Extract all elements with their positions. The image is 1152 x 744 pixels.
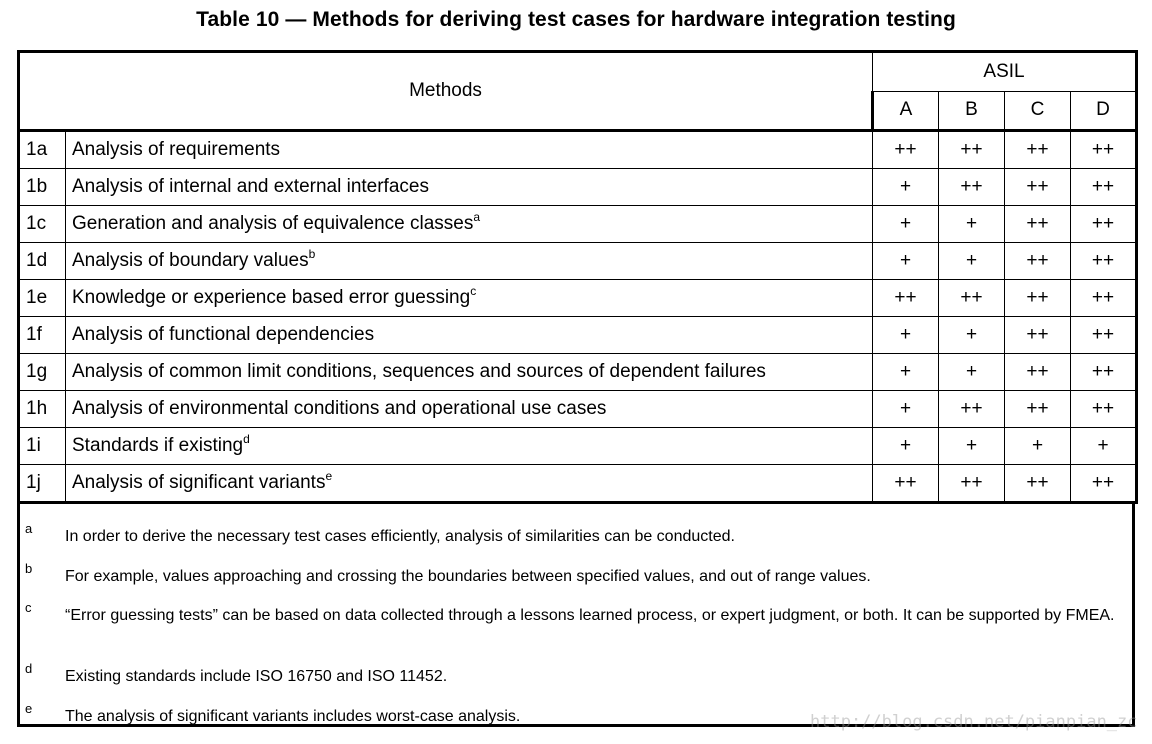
asil-rating: + xyxy=(939,317,1005,354)
row-method xyxy=(66,428,873,465)
method-text: Analysis of functional dependencies xyxy=(72,324,375,345)
footnote-ref: b xyxy=(308,247,316,261)
asil-rating: + xyxy=(873,206,939,243)
row-id: 1c xyxy=(19,206,66,243)
asil-rating: + xyxy=(1071,428,1137,465)
row-method xyxy=(66,243,873,280)
table-row xyxy=(19,428,1137,465)
asil-rating: ++ xyxy=(1071,280,1137,317)
footnote-text: The analysis of significant variants includes worst-case analysis. xyxy=(65,708,521,725)
row-method xyxy=(66,169,873,206)
asil-rating: ++ xyxy=(1071,317,1137,354)
asil-rating: + xyxy=(873,317,939,354)
row-id: 1f xyxy=(19,317,66,354)
asil-rating: ++ xyxy=(1005,280,1071,317)
table-row xyxy=(19,131,1137,169)
footnote-a xyxy=(25,521,1126,548)
row-method xyxy=(66,317,873,354)
table-title: Table 10 — Methods for deriving test cases for hardware integration testing xyxy=(196,8,956,31)
asil-level-a: A xyxy=(873,91,939,131)
asil-header: ASIL xyxy=(873,52,1137,92)
row-id: 1b xyxy=(19,169,66,206)
watermark: http://blog.csdn.net/pianpian_zc xyxy=(810,712,1138,732)
method-text: Standards if existing xyxy=(72,435,244,456)
asil-rating: ++ xyxy=(1071,206,1137,243)
row-id: 1a xyxy=(19,131,66,169)
table-row xyxy=(19,169,1137,206)
asil-rating: ++ xyxy=(939,391,1005,428)
asil-rating: ++ xyxy=(939,169,1005,206)
row-method xyxy=(66,280,873,317)
methods-header: Methods xyxy=(19,52,873,131)
asil-level-d: D xyxy=(1071,91,1137,131)
asil-rating: ++ xyxy=(873,280,939,317)
footnote-ref: c xyxy=(470,284,477,298)
footnote-text: “Error guessing tests” can be based on data collected through a lessons learned process, or expert judgment, or both. It can be supported by FMEA. xyxy=(65,607,1115,624)
table-row xyxy=(19,354,1137,391)
row-id: 1g xyxy=(19,354,66,391)
method-text: Analysis of environmental conditions and operational use cases xyxy=(72,398,607,419)
asil-rating: ++ xyxy=(1071,131,1137,169)
table-row xyxy=(19,391,1137,428)
method-text: Analysis of internal and external interfaces xyxy=(72,176,429,197)
asil-rating: ++ xyxy=(1005,169,1071,206)
footnote-mark: e xyxy=(25,701,33,716)
asil-rating: ++ xyxy=(873,465,939,503)
table-row xyxy=(19,280,1137,317)
method-text: Generation and analysis of equivalence classes xyxy=(72,213,474,234)
method-text: Analysis of boundary values xyxy=(72,250,309,271)
asil-rating: ++ xyxy=(873,131,939,169)
table-row xyxy=(19,465,1137,503)
asil-rating: ++ xyxy=(1005,465,1071,503)
asil-rating: ++ xyxy=(939,280,1005,317)
method-text: Analysis of requirements xyxy=(72,139,281,160)
footnote-text: Existing standards include ISO 16750 and ISO 11452. xyxy=(65,668,448,685)
row-method xyxy=(66,465,873,503)
footnote-ref: d xyxy=(243,432,250,446)
table-row xyxy=(19,243,1137,280)
footnote-ref: e xyxy=(325,469,333,483)
asil-rating: + xyxy=(939,243,1005,280)
asil-rating: + xyxy=(873,354,939,391)
asil-rating: ++ xyxy=(1005,354,1071,391)
asil-level-b: B xyxy=(939,91,1005,131)
footnote-d xyxy=(25,661,1126,688)
asil-rating: + xyxy=(1005,428,1071,465)
footnote-mark: b xyxy=(25,561,33,576)
asil-rating: ++ xyxy=(1005,206,1071,243)
method-text: Analysis of significant variants xyxy=(72,472,326,493)
table-row xyxy=(19,317,1137,354)
asil-rating: + xyxy=(873,391,939,428)
asil-rating: + xyxy=(939,354,1005,391)
asil-rating: ++ xyxy=(1005,317,1071,354)
footnotes xyxy=(17,504,1135,727)
method-text: Analysis of common limit conditions, sequences and sources of dependent failures xyxy=(72,361,766,382)
row-id: 1j xyxy=(19,465,66,503)
asil-rating: ++ xyxy=(1071,243,1137,280)
asil-rating: ++ xyxy=(1005,243,1071,280)
asil-rating: ++ xyxy=(1071,169,1137,206)
table-row xyxy=(19,206,1137,243)
asil-rating: + xyxy=(873,243,939,280)
row-id: 1h xyxy=(19,391,66,428)
asil-rating: ++ xyxy=(1071,354,1137,391)
row-method xyxy=(66,131,873,169)
methods-table xyxy=(17,50,1135,727)
footnote-mark: d xyxy=(25,661,33,676)
asil-rating: ++ xyxy=(1005,131,1071,169)
asil-rating: + xyxy=(873,169,939,206)
footnote-b xyxy=(25,561,1126,588)
footnote-text: In order to derive the necessary test cases efficiently, analysis of similarities can be conducted. xyxy=(65,528,735,545)
row-id: 1e xyxy=(19,280,66,317)
asil-rating: + xyxy=(939,428,1005,465)
footnote-c xyxy=(25,600,1126,627)
row-method xyxy=(66,391,873,428)
row-method xyxy=(66,206,873,243)
row-method xyxy=(66,354,873,391)
footnote-mark: a xyxy=(25,521,33,536)
row-id: 1d xyxy=(19,243,66,280)
footnote-ref: a xyxy=(473,210,481,224)
method-text: Knowledge or experience based error guessing xyxy=(72,287,471,308)
footnote-mark: c xyxy=(25,600,32,615)
asil-rating: + xyxy=(873,428,939,465)
asil-level-c: C xyxy=(1005,91,1071,131)
asil-rating: ++ xyxy=(939,465,1005,503)
asil-rating: ++ xyxy=(1071,391,1137,428)
asil-rating: ++ xyxy=(939,131,1005,169)
asil-rating: ++ xyxy=(1005,391,1071,428)
methods-table-grid xyxy=(17,50,1138,504)
asil-rating: + xyxy=(939,206,1005,243)
footnote-text: For example, values approaching and crossing the boundaries between specified values, and out of range values. xyxy=(65,568,871,585)
row-id: 1i xyxy=(19,428,66,465)
asil-rating: ++ xyxy=(1071,465,1137,503)
